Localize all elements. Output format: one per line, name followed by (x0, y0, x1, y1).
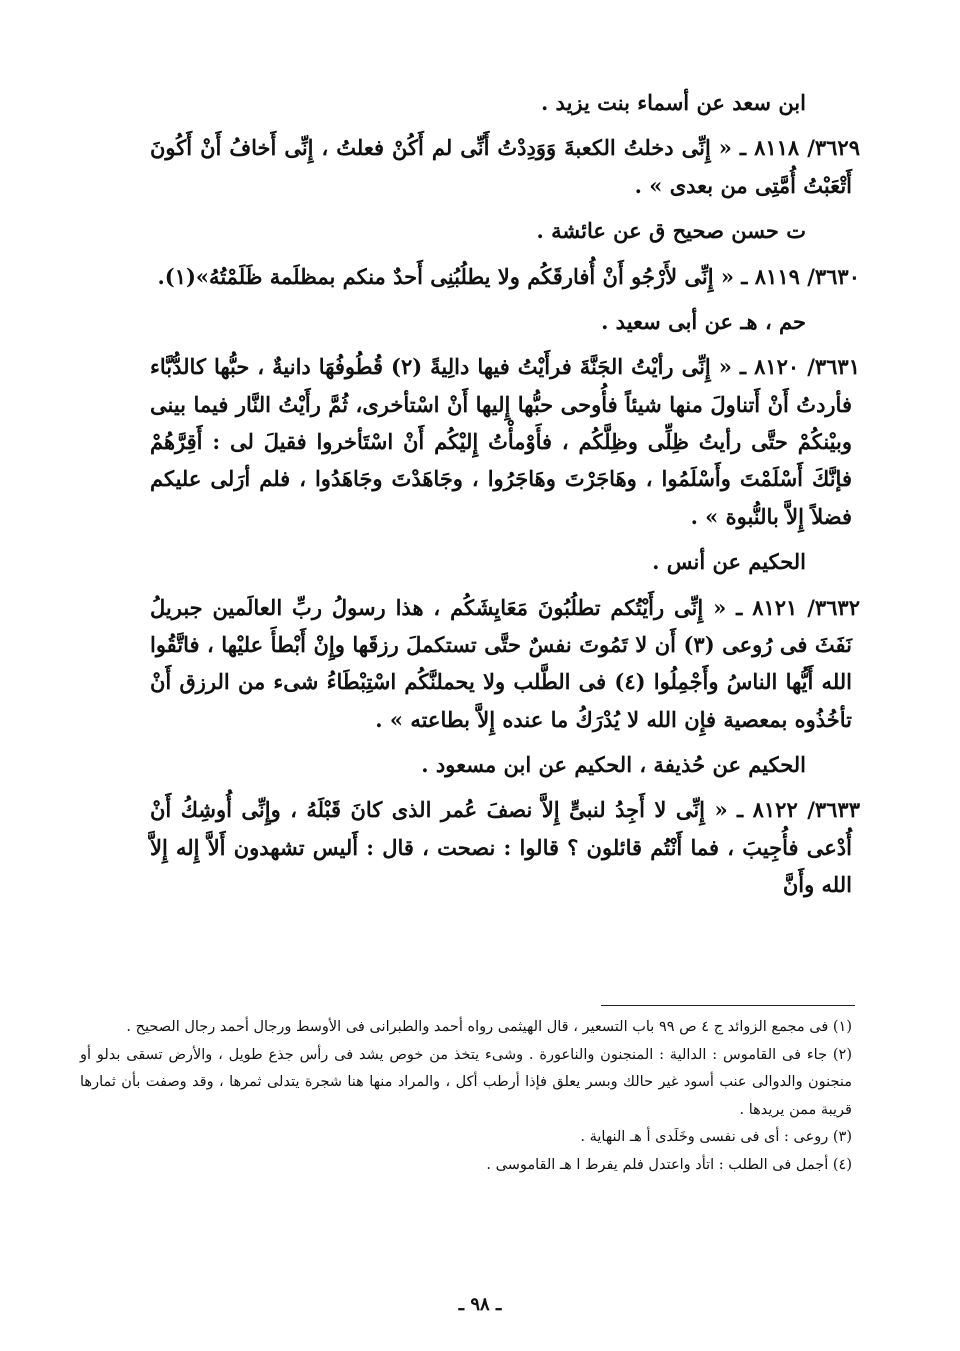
source-line: ت حسن صحيح ق عن عائشة . (536, 218, 806, 244)
source-line: الحكيم عن حُذيفة ، الحكيم عن ابن مسعود . (421, 752, 806, 777)
footnotes (80, 1014, 852, 1179)
hadith-paragraph: ٣٦٣٠/ ٨١١٩ ـ « إِنِّى لأَرْجُو أَنْ أُفارقَكُم ولا يطلُبُنِى أَحدٌ منكم بمظلَمة ظَلَمْتُهُ»(١). (157, 263, 860, 289)
footnote: (٤) أجمل فى الطلب : اتأد واعتدل فلم يفرط ا هـ القاموسى . (486, 1156, 852, 1173)
hadith-paragraph: ٣٦٣٣/ ٨١٢٢ ـ « إِنِّى لا أَجِدُ لنبىٍّ إِلاَّ نصفَ عُمر الذى كانَ قَبْلَهُ ، وإِنِّى أُوشِكُ أَنْ أُدْعى فأُجِيبَ ، فما أَنْتُم قائلون ؟ قالوا : نصحت ، قال : أَليس تشهدون أَلاَّ إِله إِلاَّ الله وأَنَّ (150, 797, 860, 898)
footnote: (٢) جاء فى القاموس : الدالية : المنجنون والناعورة . وشىء يتخذ من خوص يشد فى رأس جذع طويل ، والأرض تسقى بدلو أو منجنون والدوالى عنب أسود غير حالك وبسر يعلق فإذا أرطب أكل ، والمراد منها هنا شجرة يتدلى ثمرها ، وقد وصفت بأن ثمارها قريبة ممن يريدها . (80, 1046, 852, 1118)
footnote: (١) فى مجمع الزوائد ج ٤ ص ٩٩ باب التسعير ، قال الهيثمى رواه أحمد والطبرانى فى الأوسط ورجال أحمد رجال الصحيح . (126, 1019, 852, 1035)
hadith-paragraph: ٣٦٢٩/ ٨١١٨ ـ « إِنِّى دخلتُ الكعبةَ وَوَدِدْتُ أَنِّى لم أَكُنْ فعلتُ ، إِنِّى أَخافُ أَنْ أَكُونَ أَتْعَبْتُ أُمَّتِى من بعدى » . (150, 135, 860, 198)
hadith-paragraph: ٣٦٣٢/ ٨١٢١ ـ « إِنِّى رأَيْتُكم تطلُبُونَ مَعَايِشَكُم ، هذا رسولُ ربِّ العالَمين جبريلُ نَفَثَ فى رُوعى (٣) أَن لا تَمُوتَ نفسٌ حتَّى تستكملَ رزقَها وإِنْ أَبْطأَ عليْها ، فاتَّقُوا الله أَيُّها الناسُ وأَجْمِلُوا (٤) فى الطَّلب ولا يحملنَّكُم اسْتِبْطَاءُ شىء من الرزق أَنْ تأخُذُوه بمعصية فإِن الله لا يُدْرَكُ ما عنده إِلاَّ بطاعته » . (150, 594, 860, 732)
footnote-separator (601, 1005, 855, 1006)
source-line: حم ، هـ عن أبى سعيد . (601, 308, 806, 334)
source-line: الحكيم عن أنس . (652, 549, 806, 575)
main-text (150, 84, 860, 904)
page-number: ـ ٩٨ ـ (458, 1294, 502, 1315)
source-line: ابن سعد عن أسماء بنت يزيد . (540, 90, 806, 115)
hadith-paragraph: ٣٦٣١/ ٨١٢٠ ـ « إِنِّى رأيْتُ الجَنَّةَ فرأَيْتُ فيها دالِيةً (٢) قُطُوفُهَا دانيةٌ ، حبُّها كالدُّبَّاء فأردتُ أَنْ أَتناولَ منها شيئاً فأُوحى حبُّها إِليها أَنْ اسْتأخرى، ثُمَّ رأَيْتُ النَّار فيما بينى وبيْنكُمْ حتَّى رأيتُ ظِلِّى وظِلَّكُم ، فأَوْمأْتُ إِليْكُم أَنْ اسْتَأخروا فقيلَ لى : أَقِرَّهُمْ فإنَّكَ أَسْلَمْتَ وأَسْلَمُوا ، وهَاجَرْتَ وهَاجَرُوا ، وجَاهَدْتَ وجَاهَدُوا ، فلم أرَلى عليكم فضلاً إِلاَّ بالنُّبوة » . (150, 354, 860, 529)
footnote: (٣) روعى : أى فى نفسى وخَلَدى أ هـ النهاية . (580, 1129, 852, 1146)
